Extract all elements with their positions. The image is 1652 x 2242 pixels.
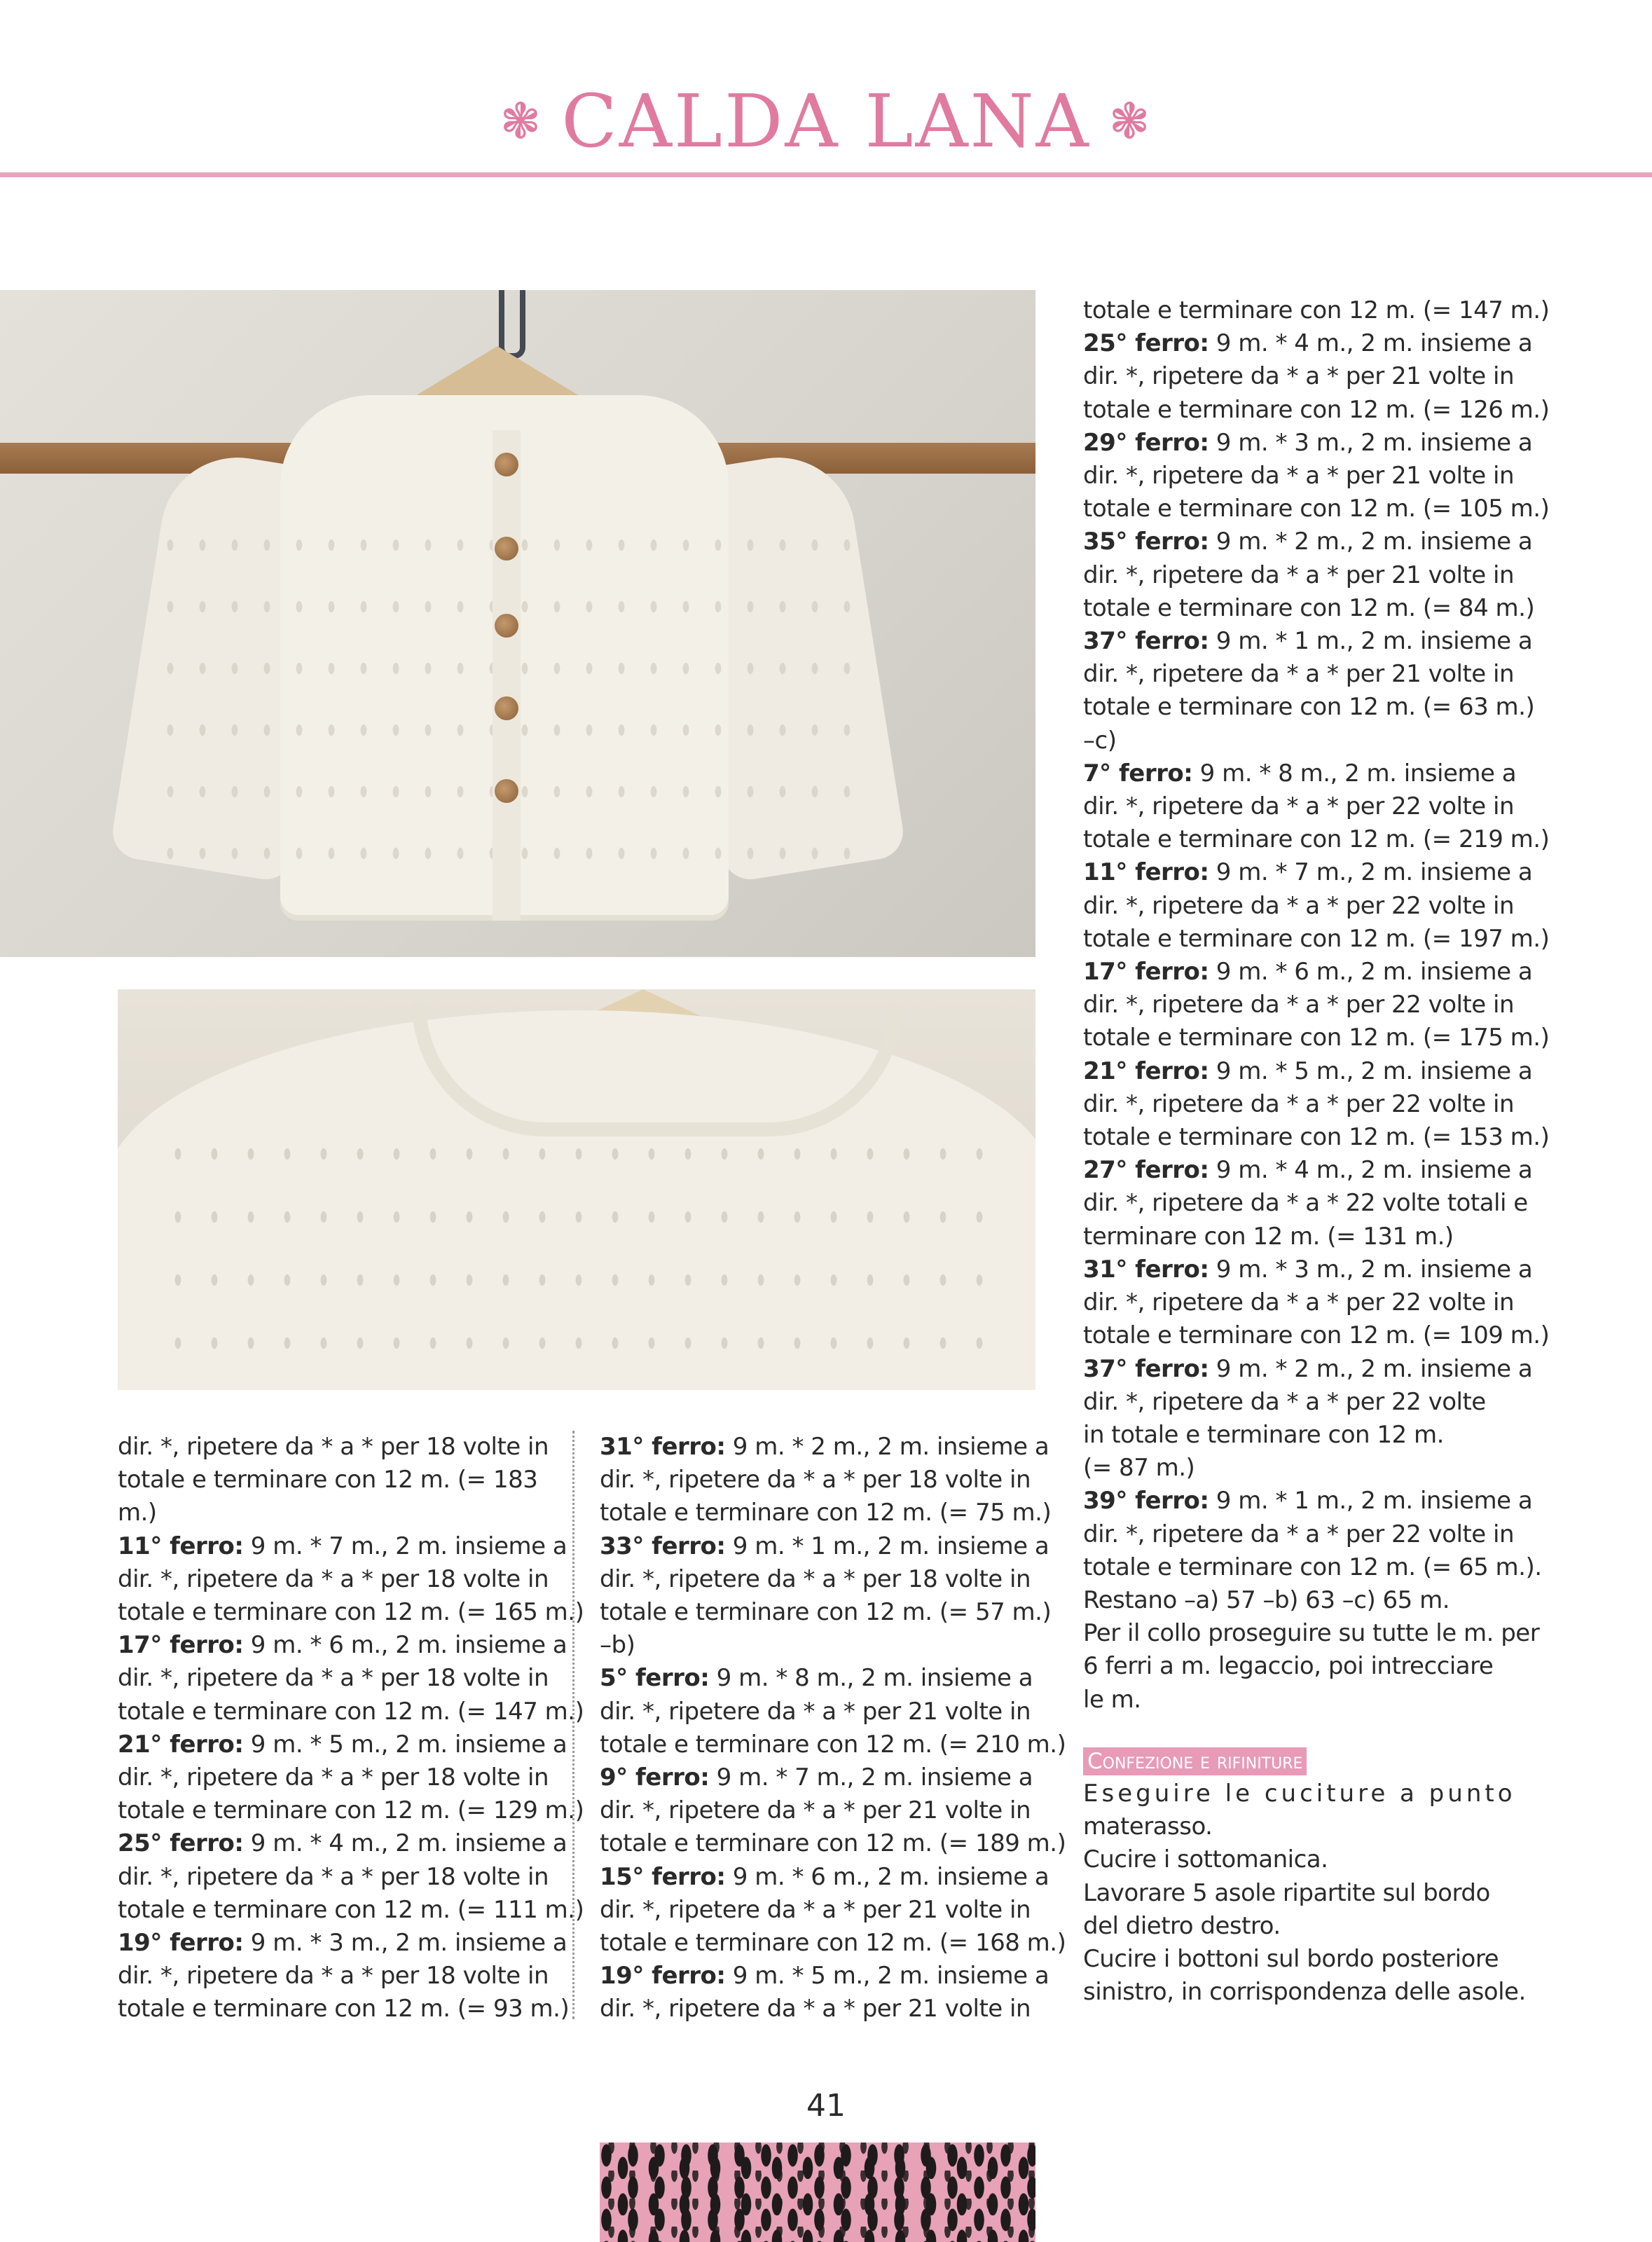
instruction-line bbox=[1083, 460, 1523, 493]
row-label: 11° ferro: bbox=[118, 1532, 244, 1560]
instruction-line bbox=[118, 1662, 553, 1695]
line-text: 9 m. * 8 m., 2 m. insieme a bbox=[1192, 759, 1517, 788]
line-text: totale e terminare con 12 m. (= 189 m.) bbox=[600, 1829, 1066, 1858]
row-label: 25° ferro: bbox=[118, 1829, 244, 1858]
instruction-line bbox=[118, 1497, 553, 1529]
line-text: dir. *, ripetere da * a * per 18 volte in bbox=[118, 1962, 549, 1990]
line-text: le m. bbox=[1083, 1685, 1141, 1714]
magazine-title bbox=[0, 76, 1652, 167]
line-text: 9 m. * 8 m., 2 m. insieme a bbox=[709, 1664, 1033, 1693]
row-label: 25° ferro: bbox=[1083, 329, 1209, 358]
header-rule bbox=[0, 172, 1652, 177]
instruction-line bbox=[1083, 1419, 1523, 1452]
instruction-line bbox=[1083, 1617, 1540, 1650]
line-text: dir. *, ripetere da * a * per 18 volte in bbox=[600, 1564, 1031, 1593]
finishing-line: Cucire i sottomanica. bbox=[1083, 1845, 1328, 1874]
finishing-line: sinistro, in corrispondenza delle asole. bbox=[1083, 1978, 1526, 2007]
line-text: dir. *, ripetere da * a * per 21 volte in bbox=[600, 1796, 1031, 1825]
instruction-line bbox=[118, 1596, 584, 1629]
line-text: dir. *, ripetere da * a * per 22 volte in bbox=[1083, 991, 1515, 1019]
row-label: 33° ferro: bbox=[600, 1532, 726, 1560]
line-text: totale e terminare con 12 m. (= 183 bbox=[118, 1466, 538, 1494]
line-text: totale e terminare con 12 m. (= 65 m.). bbox=[1083, 1553, 1542, 1581]
row-label: 7° ferro: bbox=[1083, 759, 1193, 788]
title-text: CALDA LANA bbox=[561, 78, 1091, 164]
instruction-line bbox=[118, 1563, 553, 1596]
instruction-line bbox=[118, 1431, 553, 1464]
instruction-line bbox=[1083, 1319, 1550, 1352]
line-text: 9 m. * 7 m., 2 m. insieme a bbox=[243, 1532, 567, 1560]
instruction-line bbox=[1083, 1121, 1550, 1154]
column-divider bbox=[572, 1431, 574, 2019]
flower-left-icon: ❃ bbox=[500, 92, 544, 150]
instruction-line bbox=[600, 1993, 1035, 2026]
line-text: dir. *, ripetere da * a * per 18 volte in bbox=[600, 1466, 1031, 1494]
row-label: 27° ferro: bbox=[1083, 1156, 1209, 1185]
line-text: 9 m. * 3 m., 2 m. insieme a bbox=[1209, 428, 1533, 457]
instruction-line bbox=[1083, 625, 1533, 658]
instruction-line bbox=[118, 1927, 567, 1960]
line-text: in totale e terminare con 12 m. bbox=[1083, 1420, 1444, 1449]
section-heading-finishing: Confezione e rifiniture bbox=[1083, 1747, 1307, 1775]
instruction-line bbox=[1083, 1220, 1523, 1253]
instruction-line bbox=[600, 1927, 1066, 1960]
row-label: 39° ferro: bbox=[1083, 1487, 1209, 1515]
instruction-line bbox=[1083, 525, 1533, 558]
instruction-line bbox=[1083, 923, 1550, 956]
button-icon bbox=[495, 779, 518, 803]
finishing-line: Eseguire le cuciture a punto bbox=[1083, 1779, 1516, 1808]
page-number: 41 bbox=[806, 2088, 846, 2124]
row-label: 35° ferro: bbox=[1083, 528, 1209, 556]
instructions-column-1 bbox=[118, 1431, 584, 2026]
line-text: 9 m. * 5 m., 2 m. insieme a bbox=[725, 1962, 1049, 1990]
instruction-line bbox=[600, 1530, 1049, 1563]
finishing-line: del dietro destro. bbox=[1083, 1911, 1281, 1940]
button-icon bbox=[495, 537, 518, 560]
instruction-line bbox=[118, 1960, 553, 1993]
instruction-line bbox=[118, 1629, 567, 1662]
line-text: dir. *, ripetere da * a * per 18 volte in bbox=[118, 1862, 549, 1891]
line-text: 9 m. * 6 m., 2 m. insieme a bbox=[243, 1631, 567, 1660]
column-3-lines bbox=[1083, 294, 1550, 1717]
line-text: totale e terminare con 12 m. (= 84 m.) bbox=[1083, 593, 1535, 622]
line-text: totale e terminare con 12 m. (= 168 m.) bbox=[600, 1929, 1066, 1958]
line-text: 9 m. * 2 m., 2 m. insieme a bbox=[725, 1433, 1049, 1461]
line-text: dir. *, ripetere da * a * per 22 volte in bbox=[1083, 1520, 1515, 1548]
knit-collar bbox=[412, 1003, 902, 1136]
instruction-line bbox=[600, 1794, 1035, 1827]
line-text: totale e terminare con 12 m. (= 105 m.) bbox=[1083, 495, 1550, 523]
instruction-line bbox=[1083, 1055, 1533, 1088]
instruction-line bbox=[1083, 890, 1523, 923]
instruction-line bbox=[1083, 1022, 1550, 1054]
line-text: totale e terminare con 12 m. (= 197 m.) bbox=[1083, 924, 1550, 953]
line-text: dir. *, ripetere da * a * per 21 volte in bbox=[1083, 660, 1515, 689]
line-text: 9 m. * 3 m., 2 m. insieme a bbox=[1209, 1255, 1533, 1284]
button-placket bbox=[493, 430, 521, 921]
line-text: totale e terminare con 12 m. (= 75 m.) bbox=[600, 1499, 1052, 1527]
instruction-line bbox=[118, 1530, 567, 1563]
instruction-line bbox=[1083, 856, 1533, 889]
instruction-line bbox=[1083, 559, 1523, 592]
line-text: –b) bbox=[600, 1631, 635, 1660]
finishing-line: materasso. bbox=[1083, 1813, 1213, 1841]
instructions-column-2 bbox=[600, 1431, 1066, 2026]
line-text: 9 m. * 3 m., 2 m. insieme a bbox=[243, 1929, 567, 1958]
row-label: 37° ferro: bbox=[1083, 627, 1209, 656]
line-text: –c) bbox=[1083, 726, 1117, 755]
instruction-line bbox=[1083, 823, 1550, 856]
line-text: totale e terminare con 12 m. (= 126 m.) bbox=[1083, 395, 1550, 424]
line-text: dir. *, ripetere da * a * per 21 volte in bbox=[1083, 560, 1515, 589]
instruction-line bbox=[600, 1629, 1035, 1662]
instruction-line bbox=[1083, 1452, 1523, 1485]
instruction-line bbox=[1083, 493, 1550, 525]
instruction-line bbox=[118, 1993, 570, 2026]
instruction-line bbox=[600, 1861, 1049, 1894]
row-label: 21° ferro: bbox=[118, 1730, 244, 1759]
instruction-line bbox=[1083, 956, 1533, 989]
spacer bbox=[1083, 1717, 1523, 1745]
instruction-line bbox=[600, 1596, 1052, 1629]
instruction-line bbox=[600, 1696, 1035, 1728]
row-label: 31° ferro: bbox=[600, 1433, 726, 1461]
line-text: totale e terminare con 12 m. (= 111 m.) bbox=[118, 1895, 584, 1924]
line-text: dir. *, ripetere da * a * per 22 volte in bbox=[1083, 792, 1515, 821]
row-label: 11° ferro: bbox=[1083, 858, 1209, 887]
instructions-column-3 bbox=[1083, 294, 1550, 2009]
instruction-line bbox=[1083, 1684, 1523, 1717]
row-label: 29° ferro: bbox=[1083, 428, 1209, 457]
button-icon bbox=[495, 453, 518, 476]
instruction-line bbox=[1083, 394, 1550, 427]
instruction-line bbox=[1083, 1154, 1533, 1187]
instruction-line bbox=[118, 1696, 584, 1728]
instruction-line bbox=[118, 1894, 584, 1927]
instruction-line bbox=[1083, 1518, 1523, 1551]
line-text: Restano –a) 57 –b) 63 –c) 65 m. bbox=[1083, 1586, 1450, 1614]
instruction-line bbox=[1083, 1187, 1528, 1220]
line-text: dir. *, ripetere da * a * per 21 volte in bbox=[600, 1995, 1031, 2023]
instruction-line bbox=[1083, 757, 1523, 790]
line-text: 9 m. * 6 m., 2 m. insieme a bbox=[725, 1862, 1049, 1891]
instruction-line bbox=[1083, 327, 1533, 360]
line-text: 9 m. * 1 m., 2 m. insieme a bbox=[1209, 627, 1533, 656]
row-label: 37° ferro: bbox=[1083, 1354, 1209, 1383]
hanger-hook bbox=[499, 290, 525, 359]
line-text: m.) bbox=[118, 1499, 157, 1527]
line-text: 9 m. * 4 m., 2 m. insieme a bbox=[1209, 1156, 1533, 1185]
line-text: 9 m. * 7 m., 2 m. insieme a bbox=[709, 1763, 1033, 1792]
instruction-line bbox=[1083, 592, 1535, 625]
eyelet-pattern bbox=[160, 1122, 1000, 1389]
finishing-line: Cucire i bottoni sul bordo posteriore bbox=[1083, 1944, 1499, 1973]
line-text: 9 m. * 4 m., 2 m. insieme a bbox=[243, 1829, 567, 1858]
line-text: dir. *, ripetere da * a * per 18 volte in bbox=[118, 1564, 549, 1593]
line-text: totale e terminare con 12 m. (= 147 m.) bbox=[118, 1697, 584, 1726]
instruction-line bbox=[1083, 1584, 1523, 1617]
instruction-line bbox=[1083, 1286, 1523, 1319]
instruction-line bbox=[118, 1827, 567, 1860]
line-text: totale e terminare con 12 m. (= 129 m.) bbox=[118, 1796, 584, 1825]
instruction-line bbox=[600, 1464, 1035, 1497]
line-text: totale e terminare con 12 m. (= 63 m.) bbox=[1083, 693, 1535, 722]
line-text: dir. *, ripetere da * a * per 18 volte in bbox=[118, 1664, 549, 1693]
instruction-line bbox=[1083, 1386, 1523, 1419]
instruction-line bbox=[600, 1662, 1035, 1695]
button-icon bbox=[495, 614, 518, 638]
line-text: totale e terminare con 12 m. (= 93 m.) bbox=[118, 1995, 570, 2023]
line-text: 9 m. * 2 m., 2 m. insieme a bbox=[1209, 1354, 1533, 1383]
instruction-line bbox=[1083, 989, 1523, 1022]
line-text: 9 m. * 1 m., 2 m. insieme a bbox=[1209, 1487, 1533, 1515]
instruction-line bbox=[1083, 658, 1523, 691]
line-text: totale e terminare con 12 m. (= 219 m.) bbox=[1083, 825, 1550, 854]
instruction-line bbox=[118, 1861, 553, 1894]
line-text: 9 m. * 5 m., 2 m. insieme a bbox=[1209, 1057, 1533, 1085]
instruction-line bbox=[1083, 294, 1550, 327]
line-text: totale e terminare con 12 m. (= 175 m.) bbox=[1083, 1024, 1550, 1052]
finishing-instructions bbox=[1083, 1777, 1526, 2009]
yoke-closeup-photo bbox=[118, 989, 1035, 1390]
line-text: dir. *, ripetere da * a * per 22 volte in bbox=[1083, 1089, 1515, 1118]
line-text: totale e terminare con 12 m. (= 165 m.) bbox=[118, 1598, 584, 1627]
row-label: 19° ferro: bbox=[600, 1962, 726, 1990]
row-label: 19° ferro: bbox=[118, 1929, 244, 1958]
line-text: totale e terminare con 12 m. (= 57 m.) bbox=[600, 1598, 1052, 1627]
line-text: (= 87 m.) bbox=[1083, 1454, 1195, 1483]
instruction-line bbox=[118, 1464, 553, 1497]
knit-swatch-decoration bbox=[600, 2143, 1035, 2242]
instruction-line bbox=[1083, 1485, 1533, 1518]
instruction-line bbox=[1083, 691, 1535, 724]
instruction-line bbox=[118, 1728, 567, 1761]
instruction-line bbox=[118, 1794, 584, 1827]
instruction-line bbox=[1083, 724, 1523, 757]
cardigan-photo bbox=[0, 290, 1035, 957]
instruction-line bbox=[600, 1497, 1052, 1529]
row-label: 17° ferro: bbox=[118, 1631, 244, 1660]
finishing-line: Lavorare 5 asole ripartite sul bordo bbox=[1083, 1878, 1490, 1907]
instruction-line bbox=[600, 1827, 1066, 1860]
line-text: 9 m. * 5 m., 2 m. insieme a bbox=[243, 1730, 567, 1759]
instruction-line bbox=[1083, 360, 1523, 393]
line-text: Per il collo proseguire su tutte le m. per bbox=[1083, 1619, 1540, 1648]
line-text: totale e terminare con 12 m. (= 109 m.) bbox=[1083, 1321, 1550, 1350]
row-label: 9° ferro: bbox=[600, 1763, 710, 1792]
instruction-line bbox=[1083, 427, 1533, 460]
instruction-line bbox=[1083, 1088, 1523, 1121]
line-text: dir. *, ripetere da * a * per 21 volte in bbox=[600, 1895, 1031, 1924]
instruction-line bbox=[1083, 1551, 1542, 1584]
line-text: 9 m. * 1 m., 2 m. insieme a bbox=[725, 1532, 1049, 1560]
instruction-line bbox=[600, 1960, 1049, 1993]
instruction-line bbox=[118, 1761, 553, 1794]
instruction-line bbox=[1083, 1253, 1533, 1286]
line-text: dir. *, ripetere da * a * per 21 volte in bbox=[1083, 362, 1515, 391]
line-text: dir. *, ripetere da * a * per 18 volte in bbox=[118, 1433, 549, 1461]
line-text: totale e terminare con 12 m. (= 153 m.) bbox=[1083, 1123, 1550, 1152]
flower-right-icon: ❃ bbox=[1108, 92, 1152, 150]
button-icon bbox=[495, 696, 518, 720]
line-text: 9 m. * 7 m., 2 m. insieme a bbox=[1209, 858, 1533, 887]
instruction-line bbox=[1083, 790, 1523, 823]
line-text: dir. *, ripetere da * a * per 21 volte in bbox=[1083, 462, 1515, 490]
instruction-line bbox=[600, 1894, 1035, 1927]
row-label: 5° ferro: bbox=[600, 1664, 710, 1693]
row-label: 17° ferro: bbox=[1083, 958, 1209, 986]
line-text: dir. *, ripetere da * a * per 18 volte in bbox=[118, 1763, 549, 1792]
line-text: terminare con 12 m. (= 131 m.) bbox=[1083, 1222, 1454, 1251]
row-label: 31° ferro: bbox=[1083, 1255, 1209, 1284]
line-text: dir. *, ripetere da * a * 22 volte totali e bbox=[1083, 1189, 1528, 1218]
line-text: dir. *, ripetere da * a * per 21 volte in bbox=[600, 1697, 1031, 1726]
line-text: 9 m. * 6 m., 2 m. insieme a bbox=[1209, 958, 1533, 986]
instruction-line bbox=[600, 1761, 1035, 1794]
instruction-line bbox=[600, 1563, 1035, 1596]
line-text: 9 m. * 4 m., 2 m. insieme a bbox=[1209, 329, 1533, 358]
line-text: totale e terminare con 12 m. (= 147 m.) bbox=[1083, 296, 1550, 324]
instruction-line bbox=[600, 1728, 1066, 1761]
instruction-line bbox=[600, 1431, 1049, 1464]
line-text: totale e terminare con 12 m. (= 210 m.) bbox=[600, 1730, 1066, 1759]
row-label: 15° ferro: bbox=[600, 1862, 726, 1891]
row-label: 21° ferro: bbox=[1083, 1057, 1209, 1085]
line-text: 6 ferri a m. legaccio, poi intrecciare bbox=[1083, 1652, 1494, 1681]
line-text: dir. *, ripetere da * a * per 22 volte bbox=[1083, 1387, 1486, 1416]
instruction-line bbox=[1083, 1353, 1533, 1386]
line-text: dir. *, ripetere da * a * per 22 volte in bbox=[1083, 1288, 1515, 1317]
line-text: 9 m. * 2 m., 2 m. insieme a bbox=[1209, 528, 1533, 556]
line-text: dir. *, ripetere da * a * per 22 volte in bbox=[1083, 891, 1515, 920]
instruction-line bbox=[1083, 1650, 1523, 1683]
